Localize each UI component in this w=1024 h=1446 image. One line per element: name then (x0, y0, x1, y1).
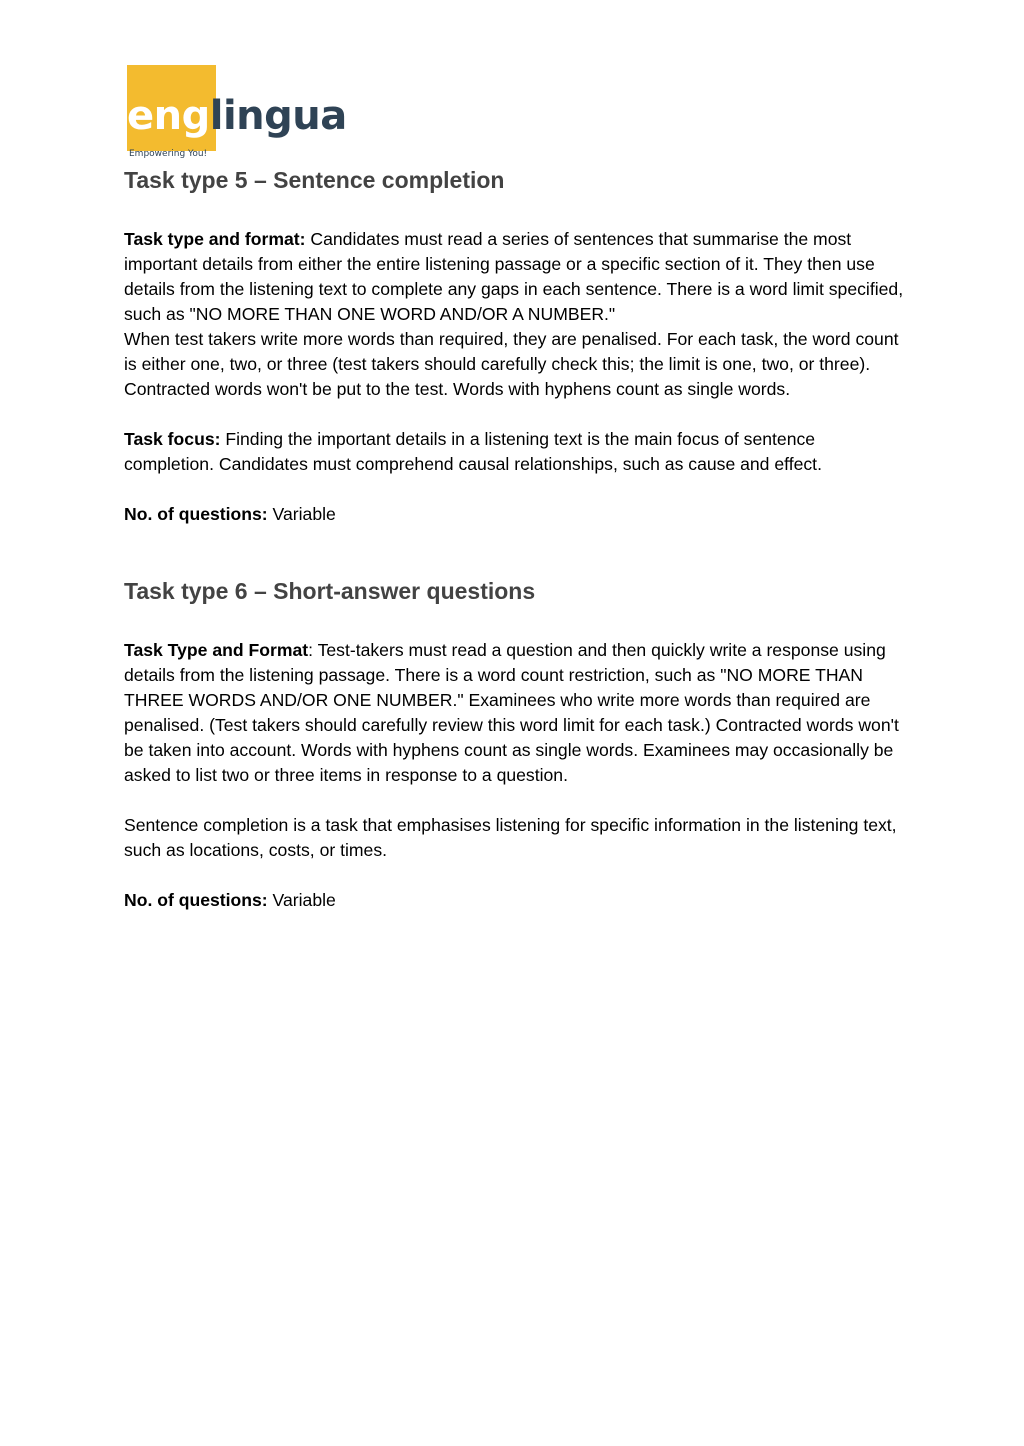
task-5-questions-value: Variable (267, 504, 336, 524)
task-6-format-text: : Test-takers must read a question and then quickly write a response using details from the listening passage. There is a word count restriction, such as "NO MORE THAN THREE WORDS AND/OR ONE NUMBER." Examinees who write more words than required are penalised. (Test takers should carefully review this word limit for each task.) Contracted words won't be taken into account. Words with hyphens count as single words. Examinees may occasionally be asked to list two or three items in response to a question. (124, 640, 899, 785)
task-5-questions-label: No. of questions: (124, 504, 268, 524)
logo-wordmark-eng: eng (127, 93, 210, 139)
task-5-focus-paragraph (124, 427, 904, 477)
section-heading-task-5: Task type 5 – Sentence completion (124, 167, 505, 193)
task-5-questions-paragraph (124, 502, 904, 527)
section-heading-task-6: Task type 6 – Short-answer questions (124, 578, 536, 604)
task-6-questions-value: Variable (267, 890, 336, 910)
logo-wordmark-lingua: lingua (209, 93, 347, 139)
task-5-format-paragraph-2: When test takers write more words than required, they are penalised. For each task, the word count is either one, two, or three (test takers should carefully check this; the limit is one, two, or three). Contracted words won't be put to the test. Words with hyphens count as single words. (124, 329, 899, 399)
task-6-format-label: Task Type and Format (124, 640, 309, 660)
task-6-questions-paragraph (124, 888, 904, 913)
document-page (124, 64, 904, 913)
task-5-focus-text: Finding the important details in a listening text is the main focus of sentence completion. Candidates must comprehend causal relationships, such as cause and effect. (124, 429, 822, 474)
task-6-focus-paragraph: Sentence completion is a task that emphasises listening for specific information in the listening text, such as locations, costs, or times. (124, 815, 897, 860)
task-5-format-text: Candidates must read a series of sentences that summarise the most important details from either the entire listening passage or a specific section of it. They then use details from the listening text to complete any gaps in each sentence. There is a word limit specified, such as "NO MORE THAN ONE WORD AND/OR A NUMBER." (124, 229, 904, 324)
task-6-format-paragraph (124, 638, 904, 788)
logo-tagline: Empowering You! (129, 149, 208, 159)
englingua-logo (124, 64, 354, 162)
task-5-format-label: Task type and format: (124, 229, 306, 249)
task-6-questions-label: No. of questions: (124, 890, 268, 910)
logo-wordmark (127, 92, 347, 140)
task-5-focus-label: Task focus: (124, 429, 221, 449)
task-5-format-paragraph (124, 227, 904, 327)
